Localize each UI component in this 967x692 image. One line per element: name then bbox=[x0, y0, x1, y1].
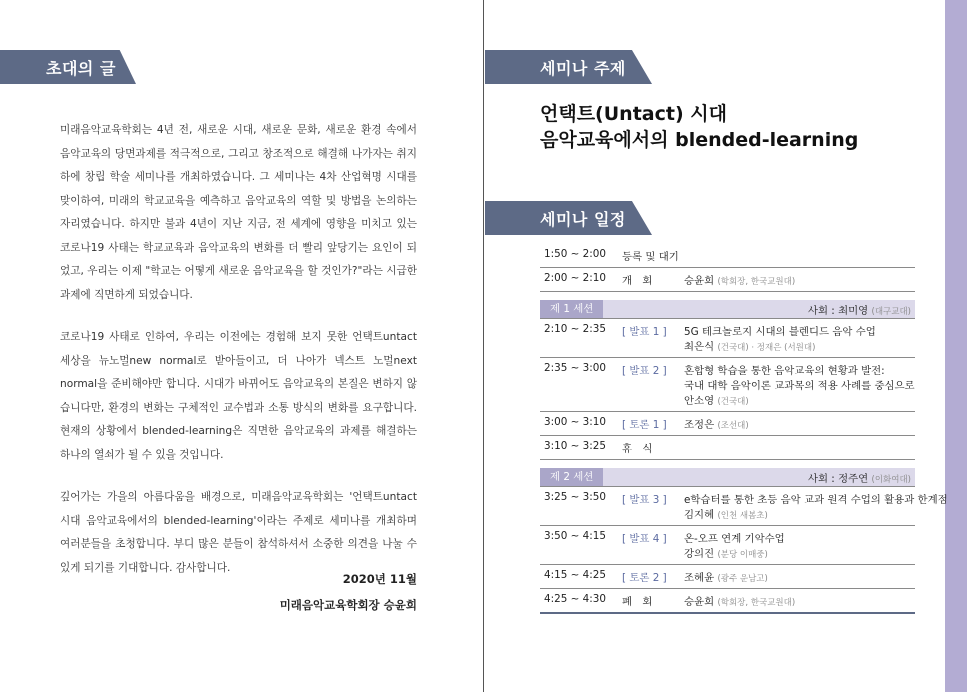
row-time: 4:15 ~ 4:25 bbox=[544, 569, 606, 581]
invitation-banner-title: 초대의 글 bbox=[46, 58, 116, 78]
schedule-banner-title: 세미나 일정 bbox=[540, 209, 626, 229]
row-tag: 개 회 bbox=[622, 275, 653, 287]
row-tag: [ 발표 1 ] bbox=[622, 326, 667, 338]
row-time: 3:25 ~ 3:50 bbox=[544, 491, 606, 503]
schedule-row bbox=[540, 244, 915, 268]
topic-line-1: 언택트(Untact) 시대 bbox=[540, 103, 727, 125]
schedule-table bbox=[540, 244, 948, 614]
session-1-host: 사회 : 최미영 (대구교대) bbox=[807, 304, 911, 317]
topic-line-2: 음악교육에서의 blended-learning bbox=[540, 129, 859, 151]
topic-banner-title: 세미나 주제 bbox=[540, 58, 626, 78]
row-content: 조혜윤 (광주 운남고) bbox=[684, 572, 768, 584]
session-2-label: 제 2 세션 bbox=[540, 468, 603, 486]
row-content: 온-오프 연계 기악수업 강의진 (분당 이매중) bbox=[684, 533, 785, 560]
side-color-bar bbox=[945, 0, 967, 692]
schedule-row bbox=[540, 268, 915, 292]
row-time: 2:10 ~ 2:35 bbox=[544, 323, 606, 335]
row-time: 4:25 ~ 4:30 bbox=[544, 593, 606, 605]
letter-date: 2020년 11월 bbox=[342, 572, 417, 586]
session-1-label: 제 1 세션 bbox=[540, 300, 603, 318]
row-content: e학습터를 통한 초등 음악 교과 원격 수업의 활용과 한계점 김지혜 (인천 새봄초) bbox=[684, 494, 948, 521]
session-2-header bbox=[540, 468, 915, 487]
row-tag: [ 발표 3 ] bbox=[622, 494, 667, 506]
session-1-header bbox=[540, 300, 915, 319]
invitation-letter bbox=[60, 119, 417, 599]
row-time: 3:50 ~ 4:15 bbox=[544, 530, 606, 542]
row-tag: 폐 회 bbox=[622, 596, 653, 608]
row-tag: [ 토론 2 ] bbox=[622, 572, 667, 584]
topic-banner bbox=[485, 50, 652, 84]
row-content: 5G 테크놀로지 시대의 블렌디드 음악 수업 최은식 (건국대) · 정재은 (서원대) bbox=[684, 326, 876, 353]
invitation-banner bbox=[0, 50, 136, 84]
row-time: 1:50 ~ 2:00 bbox=[544, 248, 606, 260]
schedule-row bbox=[540, 358, 915, 412]
row-tag: [ 발표 4 ] bbox=[622, 533, 667, 545]
row-content: 승윤희 (학회장, 한국교원대) bbox=[684, 275, 796, 287]
row-time: 2:35 ~ 3:00 bbox=[544, 362, 606, 374]
row-content: 승윤희 (학회장, 한국교원대) bbox=[684, 596, 796, 608]
page-divider bbox=[483, 0, 484, 692]
letter-paragraph-2: 코로나19 사태로 인하여, 우리는 이전에는 경험해 보지 못한 언택트untact 세상을 뉴노멀new normal로 받아들이고, 더 나아가 넥스트 노멀next normal을 준비해야만 합니다. 시대가 바뀌어도 음악교육의 본질은 변하지 않습니다만, 환경의 변화는 구체적인 교수법과 소통 방식의 변화를 요구합니다. 현재의 상황에서 blended-learning은 직면한 음악교육의 과제를 해결하는 하나의 열쇠가 될 수 있을 것입니다. bbox=[60, 331, 417, 461]
schedule-row bbox=[540, 319, 915, 358]
row-tag: [ 토론 1 ] bbox=[622, 419, 667, 431]
schedule-row bbox=[540, 565, 915, 589]
row-time: 3:10 ~ 3:25 bbox=[544, 440, 606, 452]
session-2-host: 사회 : 정주연 (이화여대) bbox=[807, 472, 911, 485]
schedule-row bbox=[540, 589, 915, 614]
seminar-topic bbox=[540, 101, 858, 153]
schedule-row bbox=[540, 412, 915, 436]
row-time: 3:00 ~ 3:10 bbox=[544, 416, 606, 428]
schedule-row bbox=[540, 436, 915, 460]
row-time: 2:00 ~ 2:10 bbox=[544, 272, 606, 284]
row-content: 혼합형 학습을 통한 음악교육의 현황과 발전: 국내 대학 음악이론 교과목의 적용 사례를 중심으로 안소영 (건국대) bbox=[684, 365, 915, 407]
schedule-row bbox=[540, 526, 915, 565]
schedule-row bbox=[540, 487, 948, 526]
row-title: 등록 및 대기 bbox=[622, 251, 679, 263]
schedule-banner bbox=[485, 201, 652, 235]
letter-paragraph-1: 미래음악교육학회는 4년 전, 새로운 시대, 새로운 문화, 새로운 환경 속에서 음악교육의 당면과제를 적극적으로, 그리고 창조적으로 해결해 나가자는 취지하에 창립 학술 세미나를 개최하였습니다. 그 세미나는 4차 산업혁명 시대를 맞이하여, 미래의 학교교육을 예측하고 음악교육의 역할 및 방법을 논의하는 자리였습니다. 하지만 불과 4년이 지난 지금, 전 세계에 영향을 미치고 있는 코로나19 사태는 학교교육과 음악교육의 변화를 더 빨리 앞당기는 요인이 되었고, 우리는 이제 "학교는 어떻게 새로운 음악교육을 할 것인가?"라는 시급한 과제에 직면하게 되었습니다. bbox=[60, 124, 417, 301]
row-tag: [ 발표 2 ] bbox=[622, 365, 667, 377]
row-title: 휴 식 bbox=[622, 443, 653, 455]
letter-signature: 미래음악교육학회장 승윤희 bbox=[279, 598, 417, 612]
row-content: 조정은 (조선대) bbox=[684, 419, 749, 431]
letter-paragraph-3: 깊어가는 가을의 아름다움을 배경으로, 미래음악교육학회는 '언택트untact 시대 음악교육에서의 blended-learning'이라는 주제로 세미나를 개최하며 여러분들을 초청합니다. 부디 많은 분들이 참석하셔서 소중한 의견을 나눌 수 있게 되기를 기대합니다. 감사합니다. bbox=[60, 491, 417, 574]
